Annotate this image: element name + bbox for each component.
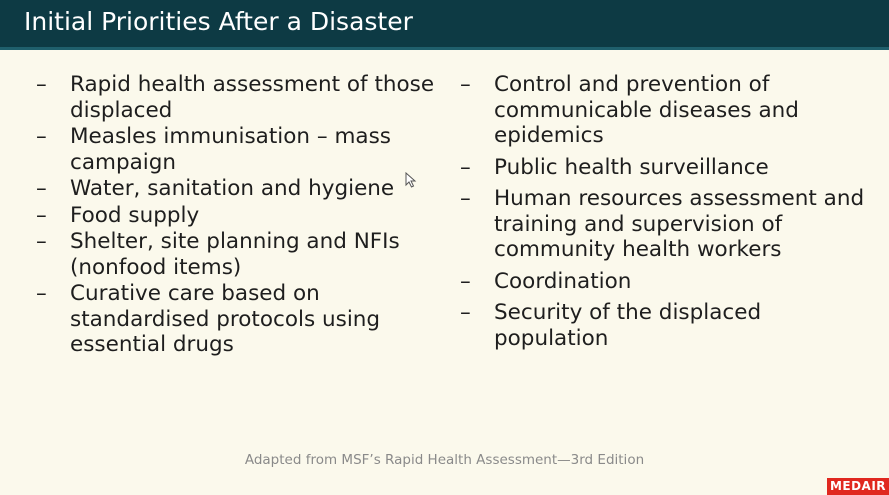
list-item xyxy=(36,72,436,123)
list-item xyxy=(36,124,436,175)
dash-bullet: – xyxy=(36,202,47,228)
list-item-text: Control and prevention of communicable diseases and epidemics xyxy=(494,72,799,148)
list-item xyxy=(460,186,880,263)
list-item-text: Human resources assessment and training and supervision of community health workers xyxy=(494,186,865,262)
list-item-text: Measles immunisation – mass campaign xyxy=(70,124,391,175)
list-item-text: Security of the displaced population xyxy=(494,300,762,351)
dash-bullet: – xyxy=(36,229,47,254)
dash-bullet: – xyxy=(460,72,471,97)
list-item-text: Coordination xyxy=(494,268,632,294)
list-item xyxy=(460,269,880,295)
dash-bullet: – xyxy=(36,124,47,149)
list-item xyxy=(36,281,436,358)
list-item-text: Water, sanitation and hygiene xyxy=(70,176,395,201)
list-item-text: Curative care based on standardised protocols using essential drugs xyxy=(70,281,381,357)
source-footnote: Adapted from MSF’s Rapid Health Assessment—3rd Edition xyxy=(244,452,645,468)
dash-bullet: – xyxy=(460,268,471,294)
dash-bullet: – xyxy=(460,154,471,180)
list-item-text: Rapid health assessment of those displaced xyxy=(70,72,435,123)
list-item xyxy=(36,229,436,280)
list-item xyxy=(460,72,880,149)
list-item-text: Shelter, site planning and NFIs (nonfood items) xyxy=(70,229,400,280)
dash-bullet: – xyxy=(36,72,47,97)
dash-bullet: – xyxy=(460,186,471,211)
list-item xyxy=(36,176,436,202)
right-priority-list xyxy=(460,72,880,357)
mouse-pointer-icon xyxy=(405,172,417,188)
dash-bullet: – xyxy=(36,176,47,201)
list-item xyxy=(460,300,880,351)
left-priority-list xyxy=(36,72,436,359)
list-item xyxy=(460,155,880,181)
slide-title: Initial Priorities After a Disaster xyxy=(24,7,413,36)
dash-bullet: – xyxy=(460,300,471,325)
title-bar xyxy=(0,0,889,50)
list-item xyxy=(36,203,436,229)
dash-bullet: – xyxy=(36,281,47,306)
list-item-text: Food supply xyxy=(70,202,200,228)
list-item-text: Public health surveillance xyxy=(494,154,769,180)
medair-logo: MEDAIR xyxy=(827,478,889,495)
